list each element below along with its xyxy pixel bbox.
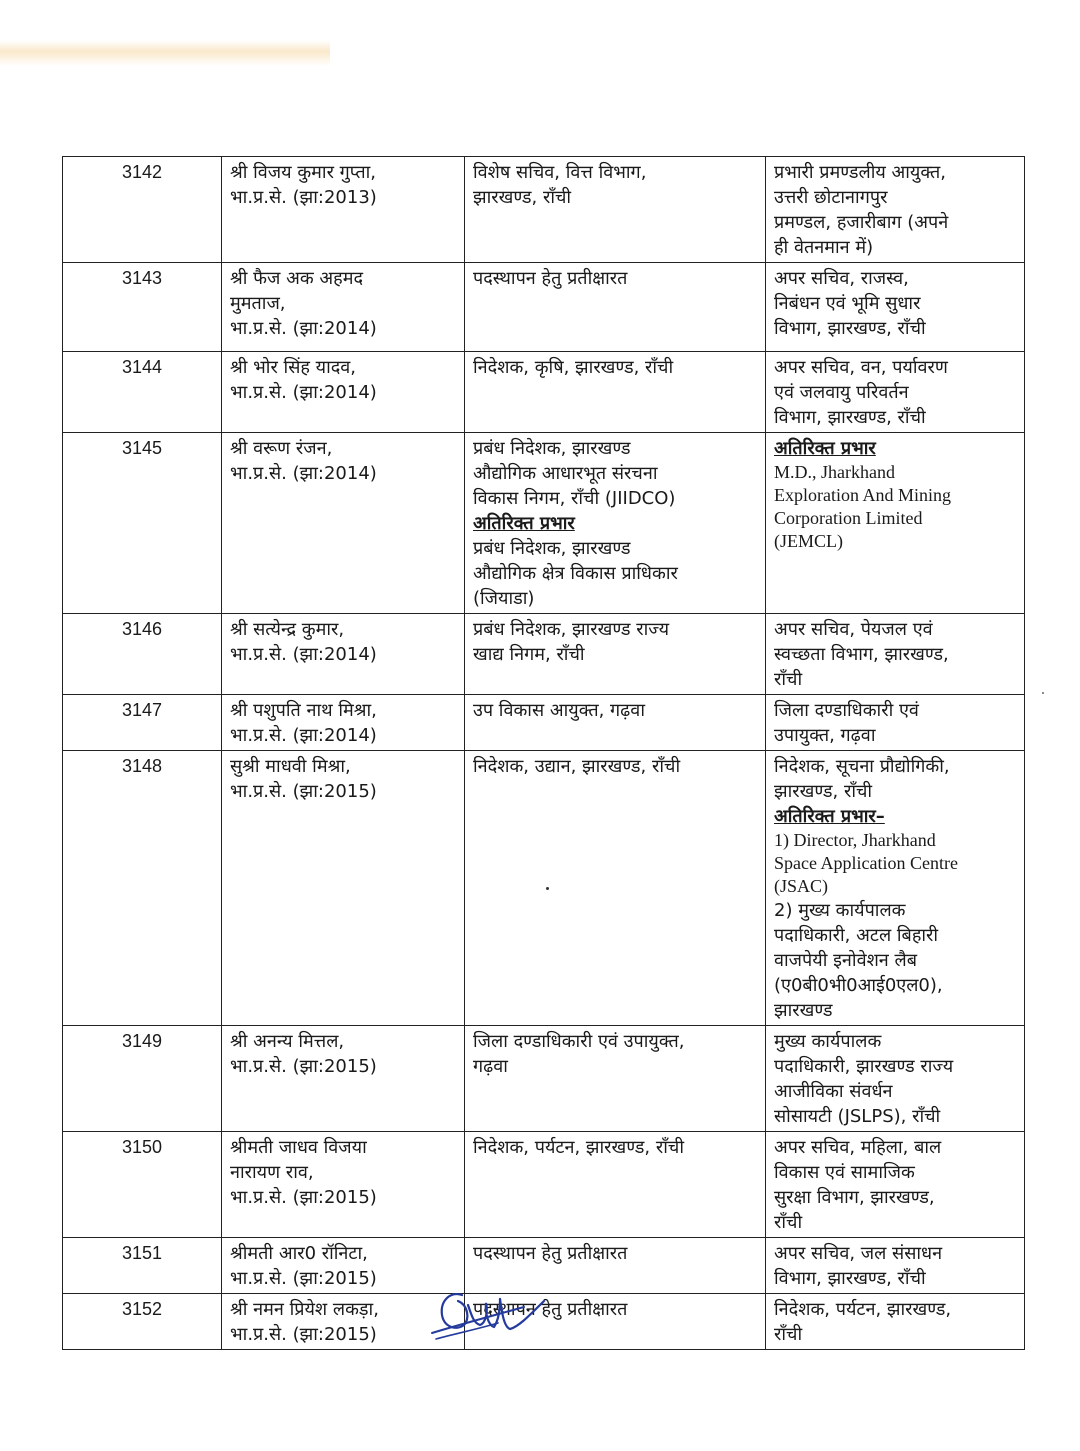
officer-name: श्री सत्येन्द्र कुमार, भा.प्र.से. (झा:2014) bbox=[222, 614, 465, 695]
table-row bbox=[63, 751, 1025, 1026]
new-posting: अपर सचिव, राजस्व, निबंधन एवं भूमि सुधार विभाग, झारखण्ड, राँची bbox=[766, 263, 1025, 352]
serial-number: 3143 bbox=[63, 263, 222, 352]
new-posting: मुख्य कार्यपालक पदाधिकारी, झारखण्ड राज्य आजीविका संवर्धन सोसायटी (JSLPS), राँची bbox=[766, 1026, 1025, 1132]
table-row bbox=[63, 157, 1025, 263]
officer-name: श्री नमन प्रियेश लकड़ा, भा.प्र.से. (झा:2015) bbox=[222, 1294, 465, 1350]
new-posting: अपर सचिव, जल संसाधन विभाग, झारखण्ड, राँची bbox=[766, 1238, 1025, 1294]
officer-name: श्री पशुपति नाथ मिश्रा, भा.प्र.से. (झा:2014) bbox=[222, 695, 465, 751]
new-posting: प्रभारी प्रमण्डलीय आयुक्त, उत्तरी छोटानागपुर प्रमण्डल, हजारीबाग (अपने ही वेतनमान में) bbox=[766, 157, 1025, 263]
current-post: पदस्थापन हेतु प्रतीक्षारत bbox=[465, 263, 766, 352]
table-row bbox=[63, 352, 1025, 433]
stray-ink-dot bbox=[546, 887, 549, 890]
table-row bbox=[63, 1132, 1025, 1238]
current-post: उप विकास आयुक्त, गढ़वा bbox=[465, 695, 766, 751]
current-post: प्रबंध निदेशक, झारखण्ड राज्य खाद्य निगम, राँची bbox=[465, 614, 766, 695]
serial-number: 3145 bbox=[63, 433, 222, 614]
current-post: जिला दण्डाधिकारी एवं उपायुक्त, गढ़वा bbox=[465, 1026, 766, 1132]
paper-stain bbox=[0, 40, 330, 66]
new-posting: निदेशक, पर्यटन, झारखण्ड, राँची bbox=[766, 1294, 1025, 1350]
officer-name: श्रीमती जाधव विजया नारायण राव, भा.प्र.से. (झा:2015) bbox=[222, 1132, 465, 1238]
additional-charge-heading: अतिरिक्त प्रभार bbox=[473, 513, 575, 534]
current-post: निदेशक, कृषि, झारखण्ड, राँची bbox=[465, 352, 766, 433]
current-post: विशेष सचिव, वित्त विभाग, झारखण्ड, राँची bbox=[465, 157, 766, 263]
officer-name: श्री भोर सिंह यादव, भा.प्र.से. (झा:2014) bbox=[222, 352, 465, 433]
stray-ink-dot bbox=[1042, 692, 1044, 694]
current-post: पदस्थापन हेतु प्रतीक्षारत bbox=[465, 1294, 766, 1350]
table-row bbox=[63, 433, 1025, 614]
officer-name: श्री विजय कुमार गुप्ता, भा.प्र.से. (झा:2013) bbox=[222, 157, 465, 263]
table-row bbox=[63, 614, 1025, 695]
transfer-posting-table bbox=[62, 156, 1025, 1350]
new-posting: अतिरिक्त प्रभार M.D., Jharkhand Exploration And Mining Corporation Limited (JEMCL) bbox=[766, 433, 1025, 614]
serial-number: 3147 bbox=[63, 695, 222, 751]
serial-number: 3142 bbox=[63, 157, 222, 263]
serial-number: 3144 bbox=[63, 352, 222, 433]
officer-name: श्री फैज अक अहमद मुमताज, भा.प्र.से. (झा:2014) bbox=[222, 263, 465, 352]
table-row bbox=[63, 263, 1025, 352]
additional-charge-heading: अतिरिक्त प्रभार– bbox=[774, 806, 885, 827]
serial-number: 3150 bbox=[63, 1132, 222, 1238]
new-posting: अपर सचिव, पेयजल एवं स्वच्छता विभाग, झारखण्ड, राँची bbox=[766, 614, 1025, 695]
table-row bbox=[63, 1026, 1025, 1132]
serial-number: 3152 bbox=[63, 1294, 222, 1350]
officer-name: श्री अनन्य मित्तल, भा.प्र.से. (झा:2015) bbox=[222, 1026, 465, 1132]
current-post: प्रबंध निदेशक, झारखण्ड औद्योगिक आधारभूत संरचना विकास निगम, राँची (JIIDCO) अतिरिक्त प्रभार प्रबंध निदेशक, झारखण्ड औद्योगिक क्षेत्र विकास प्राधिकार (जियाडा) bbox=[465, 433, 766, 614]
new-posting: निदेशक, सूचना प्रौद्योगिकी, झारखण्ड, राँची अतिरिक्त प्रभार– 1) Director, Jharkhand Space Application Centre (JSAC) 2) मुख्य कार्यपालक पदाधिकारी, अटल बिहारी वाजपेयी इनोवेशन लैब (ए0बी0भी0आई0एल0), झारखण्ड bbox=[766, 751, 1025, 1026]
officer-name: श्रीमती आर0 रॉनिटा, भा.प्र.से. (झा:2015) bbox=[222, 1238, 465, 1294]
signature-icon bbox=[428, 1283, 558, 1355]
table-row bbox=[63, 695, 1025, 751]
new-posting: अपर सचिव, वन, पर्यावरण एवं जलवायु परिवर्तन विभाग, झारखण्ड, राँची bbox=[766, 352, 1025, 433]
serial-number: 3149 bbox=[63, 1026, 222, 1132]
current-post: निदेशक, उद्यान, झारखण्ड, राँची bbox=[465, 751, 766, 1026]
serial-number: 3151 bbox=[63, 1238, 222, 1294]
new-posting: अपर सचिव, महिला, बाल विकास एवं सामाजिक सुरक्षा विभाग, झारखण्ड, राँची bbox=[766, 1132, 1025, 1238]
serial-number: 3146 bbox=[63, 614, 222, 695]
current-post: पदस्थापन हेतु प्रतीक्षारत bbox=[465, 1238, 766, 1294]
serial-number: 3148 bbox=[63, 751, 222, 1026]
officer-name: सुश्री माधवी मिश्रा, भा.प्र.से. (झा:2015) bbox=[222, 751, 465, 1026]
additional-charge-heading: अतिरिक्त प्रभार bbox=[774, 438, 876, 459]
new-posting: जिला दण्डाधिकारी एवं उपायुक्त, गढ़वा bbox=[766, 695, 1025, 751]
current-post: निदेशक, पर्यटन, झारखण्ड, राँची bbox=[465, 1132, 766, 1238]
officer-name: श्री वरूण रंजन, भा.प्र.से. (झा:2014) bbox=[222, 433, 465, 614]
